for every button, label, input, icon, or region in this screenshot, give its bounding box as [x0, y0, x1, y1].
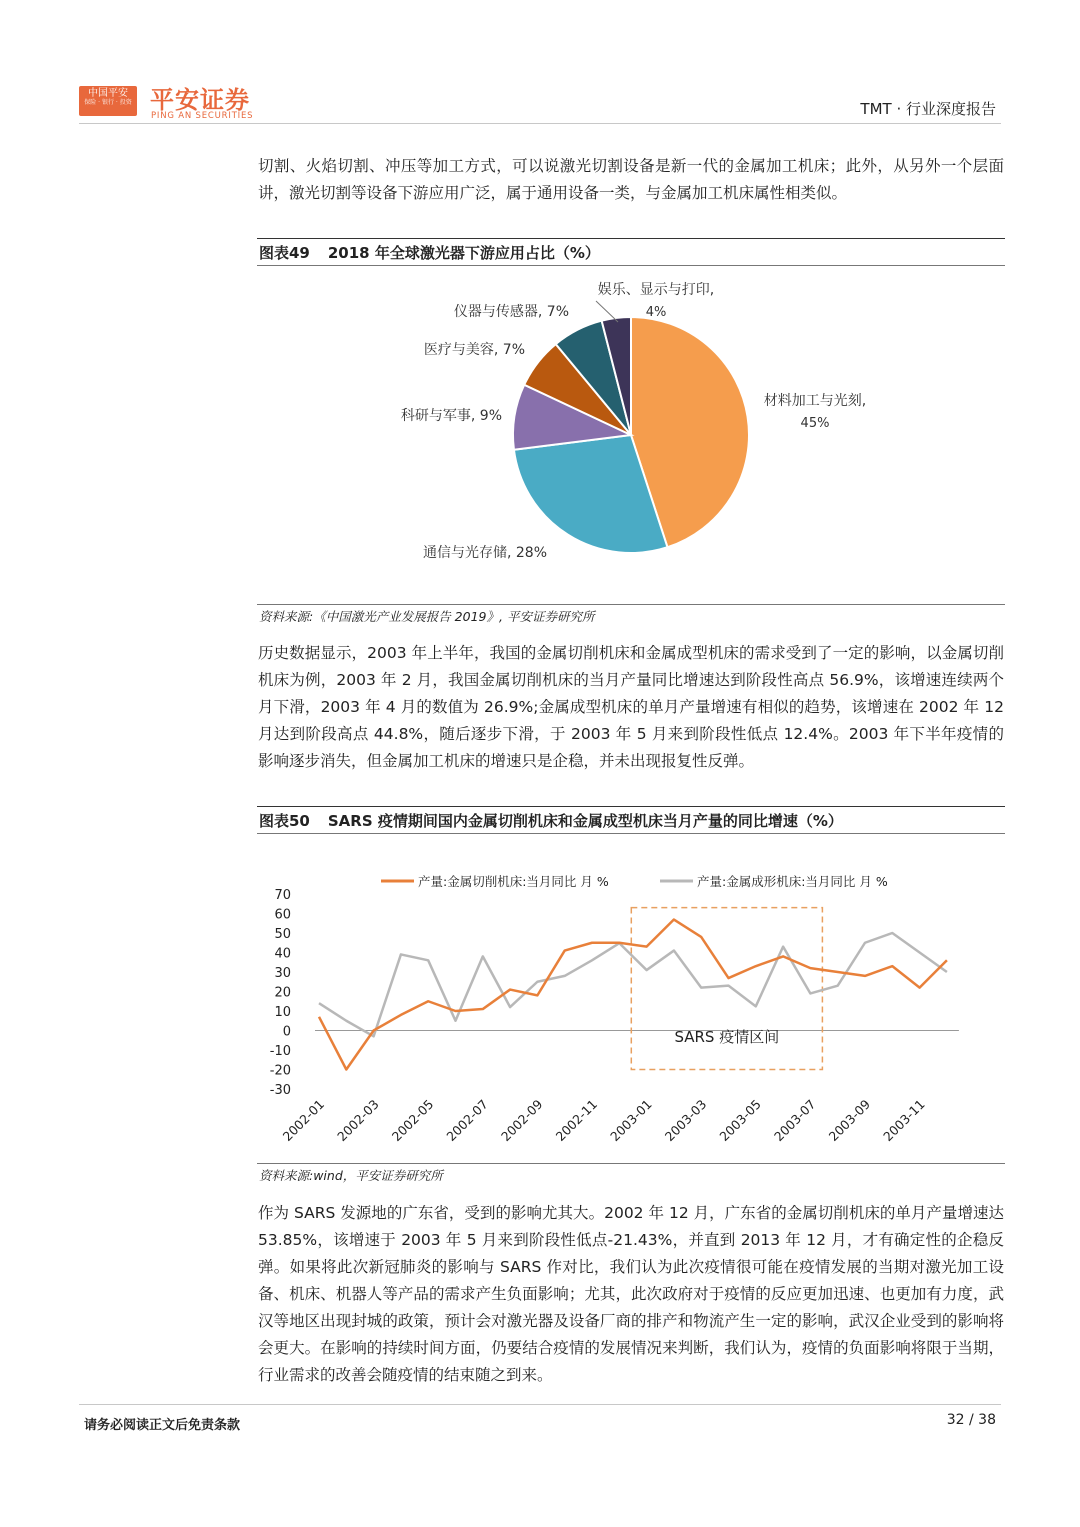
pie-value-entertainment: 4% [645, 305, 667, 320]
intro-paragraph [258, 153, 1004, 207]
figure50-title-rule [257, 833, 1005, 834]
footer-divider [79, 1404, 1001, 1405]
figure50-bottom-rule [257, 1163, 1005, 1164]
brand-name-en: PING AN SECURITIES [151, 111, 254, 121]
history-text: 历史数据显示，2003 年上半年，我国的金属切削机床和金属成型机床的需求受到了一定的影响，以金属切削机床为例，2003 年 2 月，我国金属切削机床的当月产量同比增速达到阶段性高点 56.9%，该增速连续两个月下滑，2003 年 4 月的数值为 26.9%;金属成型机床的单月产量增速有相似的趋势，该增速在 2002 年 12 月达到阶段高点 44.8%，随后逐步下滑，于 2003 年 5 月来到阶段性低点 12.4%。2003 年下半年疫情的影响逐步消失，但金属加工机床的增速只是企稳，并未出现报复性反弹。 [258, 644, 1004, 770]
y-tick-label: 60 [274, 907, 291, 923]
x-tick-label: 2003-11 [880, 1096, 928, 1145]
x-tick-label: 2003-05 [716, 1096, 764, 1145]
legend-cutting-label: 产量:金属切削机床:当月同比 月 % [418, 874, 609, 889]
guangdong-text: 作为 SARS 发源地的广东省，受到的影响尤其大。2002 年 12 月，广东省的金属切削机床的单月产量增速达 53.85%，该增速于 2003 年 5 月来到阶段性低点-21.43%，并直到 2013 年 12 月，才有确定性的企稳反弹。如果将此次新冠肺炎的影响与 SARS 作对比，我们认为此次疫情很可能在疫情发展的当期对激光加工设备、机床、机器人等产品的需求产生负面影响；尤其，此次政府对于疫情的反应更加迅速、也更加有力度，武汉等地区出现封城的政策，预计会对激光器及设备厂商的排产和物流产生一定的影响，武汉企业受到的影响将会更大。在影响的持续时间方面，仍要结合疫情的发展情况来判断，我们认为，疫情的负面影响将限于当期，行业需求的改善会随疫情的结束随之到来。 [258, 1204, 1004, 1384]
intro-text: 切割、火焰切割、冲压等加工方式，可以说激光切割设备是新一代的金属加工机床；此外，从另外一个层面讲，激光切割等设备下游应用广泛，属于通用设备一类，与金属加工机床属性相类似。 [258, 157, 1004, 202]
pie-chart [257, 268, 1005, 602]
x-tick-label: 2003-01 [607, 1096, 655, 1145]
header-divider [79, 123, 1001, 124]
y-tick-label: 10 [274, 1005, 291, 1020]
legend-forming-label: 产量:金属成形机床:当月同比 月 % [697, 874, 888, 889]
sars-period-label: SARS 疫情区间 [674, 1028, 780, 1047]
x-tick-label: 2002-05 [388, 1096, 437, 1145]
y-tick-label: 50 [274, 927, 291, 942]
figure50-title [259, 810, 843, 831]
line-chart [257, 836, 1005, 1162]
pie-label-research: 科研与军事, 9% [400, 408, 502, 424]
y-tick-label: -10 [269, 1044, 291, 1059]
pie-label-telecom: 通信与光存储, 28% [422, 545, 548, 561]
x-tick-label: 2002-09 [497, 1096, 546, 1145]
figure50-number: 图表50 [259, 812, 310, 830]
pie-label-medical: 医疗与美容, 7% [423, 342, 525, 358]
x-tick-label: 2002-01 [279, 1096, 328, 1145]
y-tick-label: 0 [282, 1024, 291, 1040]
pingan-group-logo [79, 86, 137, 116]
pie-value-material: 45% [800, 416, 830, 431]
figure50-source: 资料来源:wind，平安证券研究所 [259, 1168, 443, 1183]
y-tick-label: 40 [274, 946, 291, 962]
x-tick-label: 2003-09 [825, 1096, 874, 1145]
figure50-top-rule [257, 806, 1005, 807]
pie-label-entertainment: 娱乐、显示与打印, [597, 282, 715, 298]
logo-main-text: 中国平安 [88, 88, 128, 99]
pie-label-instrument: 仪器与传感器, 7% [453, 304, 569, 320]
pie-slices [513, 317, 749, 553]
figure49-title-rule [257, 265, 1005, 266]
y-tick-label: 70 [274, 888, 291, 903]
figure49-top-rule [257, 238, 1005, 239]
x-tick-label: 2003-03 [661, 1096, 710, 1145]
report-title: TMT · 行业深度报告 [860, 100, 996, 118]
history-paragraph [258, 640, 1004, 775]
logo-sub-text: 保险 · 银行 · 投资 [84, 98, 132, 106]
x-tick-label: 2002-11 [552, 1096, 601, 1145]
guangdong-paragraph [258, 1200, 1004, 1389]
figure49-title [259, 242, 600, 263]
figure50-title-text: SARS 疫情期间国内金属切削机床和金属成型机床当月产量的同比增速（%） [327, 812, 843, 830]
figure49-source: 资料来源:《中国激光产业发展报告 2019》, 平安证券研究所 [259, 609, 595, 624]
y-axis-labels [270, 888, 291, 1098]
disclaimer-note: 请务必阅读正文后免责条款 [84, 1418, 241, 1433]
series-cutting-line [319, 920, 947, 1070]
series-forming-line [319, 933, 947, 1036]
x-axis-labels [280, 1096, 928, 1144]
y-tick-label: 20 [274, 985, 291, 1001]
figure49-title-text: 2018 年全球激光器下游应用占比（%） [327, 244, 600, 262]
y-tick-label: -20 [269, 1063, 291, 1079]
x-tick-label: 2003-07 [770, 1096, 819, 1145]
brand-name-cn: 平安证券 [150, 86, 250, 114]
x-tick-label: 2002-03 [334, 1096, 382, 1145]
figure49-number: 图表49 [259, 244, 310, 262]
y-tick-label: -30 [269, 1083, 291, 1098]
figure49-bottom-rule [257, 604, 1005, 605]
y-tick-label: 30 [274, 966, 291, 981]
pie-label-material: 材料加工与光刻, [763, 393, 867, 409]
x-tick-label: 2002-07 [443, 1096, 491, 1145]
page-number: 32 / 38 [946, 1412, 996, 1428]
